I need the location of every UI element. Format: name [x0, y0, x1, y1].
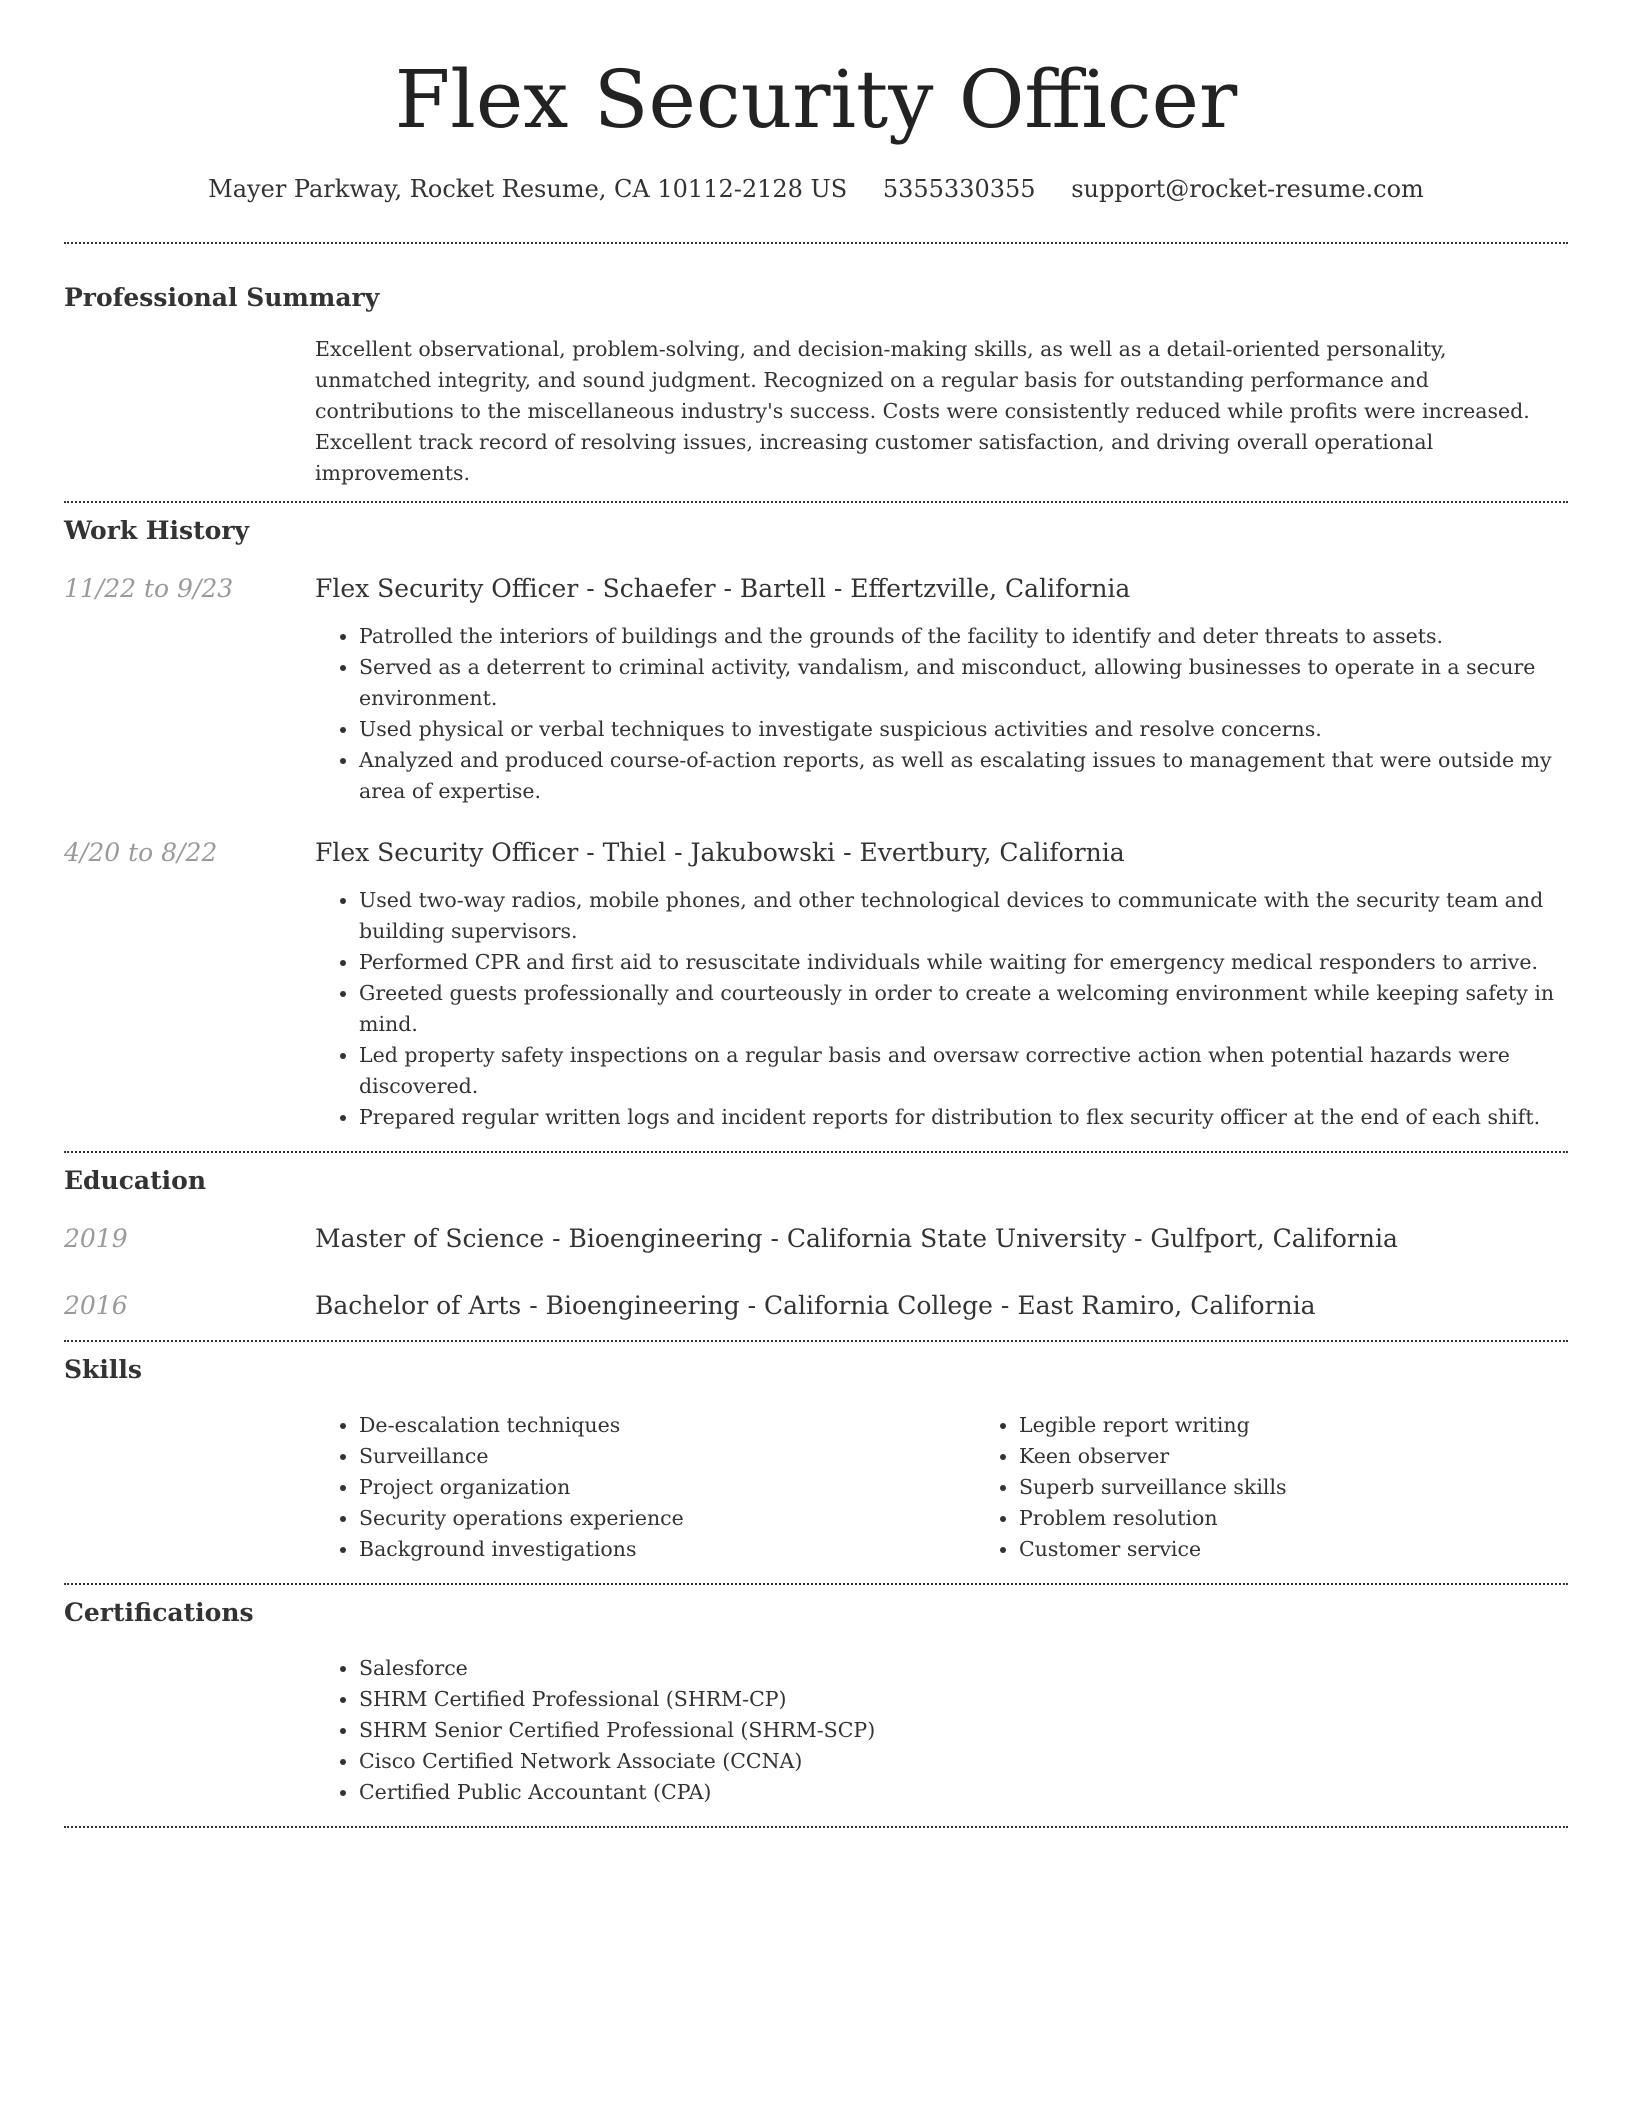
divider	[64, 1340, 1568, 1342]
education-section	[64, 1165, 1568, 1322]
divider	[64, 501, 1568, 503]
candidate-name: Flex Security Officer	[394, 53, 1238, 146]
list-item: • De-escalation techniques	[359, 1410, 975, 1441]
education-entry	[64, 1290, 1568, 1322]
contact-address: Mayer Parkway, Rocket Resume, CA 10112-2128 US	[208, 175, 848, 203]
list-item: • SHRM Senior Certified Professional (SHRM-SCP)	[359, 1715, 1568, 1746]
divider	[64, 1826, 1568, 1828]
education-entry	[64, 1223, 1568, 1255]
list-item: • Analyzed and produced course-of-action reports, as well as escalating issues to management that were outside my area of expertise.	[359, 745, 1568, 807]
certifications-section	[64, 1597, 1568, 1808]
list-item: • Customer service	[1019, 1534, 1632, 1565]
job-entry	[64, 837, 1568, 1133]
divider	[64, 1583, 1568, 1585]
education-year: 2016	[64, 1291, 128, 1320]
job-entry	[64, 573, 1568, 807]
list-item: • Served as a deterrent to criminal activity, vandalism, and misconduct, allowing businesses to operate in a secure environment.	[359, 652, 1568, 714]
list-item: • Led property safety inspections on a regular basis and oversaw corrective action when potential hazards were discovered.	[359, 1040, 1568, 1102]
list-item: • Project organization	[359, 1472, 975, 1503]
list-item: • Legible report writing	[1019, 1410, 1632, 1441]
certifications-list	[315, 1653, 1568, 1808]
list-item: • Prepared regular written logs and incident reports for distribution to flex security officer at the end of each shift.	[359, 1102, 1568, 1133]
education-year: 2019	[64, 1224, 128, 1253]
list-item: • Performed CPR and first aid to resuscitate individuals while waiting for emergency medical responders to arrive.	[359, 947, 1568, 978]
job-bullets	[315, 621, 1568, 807]
section-title-education: Education	[64, 1166, 207, 1195]
education-heading: Master of Science - Bioengineering - California State University - Gulfport, California	[315, 1224, 1398, 1253]
list-item: • Patrolled the interiors of buildings and the grounds of the facility to identify and deter threats to assets.	[359, 621, 1568, 652]
job-dates: 4/20 to 8/22	[64, 838, 218, 867]
education-heading: Bachelor of Arts - Bioengineering - California College - East Ramiro, California	[315, 1291, 1316, 1320]
list-item: • Salesforce	[359, 1653, 1568, 1684]
section-title-work-history: Work History	[64, 516, 250, 545]
list-item: • Superb surveillance skills	[1019, 1472, 1632, 1503]
summary-text: Excellent observational, problem-solving, and decision-making skills, as well as a detail-oriented personality, unmatched integrity, and sound judgment. Recognized on a regular basis for outstanding performance and contributions to the miscellaneous industry's success. Costs were consistently reduced while profits were increased. Excellent track record of resolving issues, increasing customer satisfaction, and driving overall operational improvements.	[315, 337, 1530, 485]
divider	[64, 242, 1568, 244]
summary-left-spacer	[64, 334, 315, 489]
section-title-skills: Skills	[64, 1355, 142, 1384]
skills-left-spacer	[64, 1410, 315, 1565]
contact-email: support@rocket-resume.com	[1071, 175, 1424, 203]
skills-list-left	[315, 1410, 975, 1565]
list-item: • Greeted guests professionally and courteously in order to create a welcoming environment while keeping safety in mind.	[359, 978, 1568, 1040]
list-item: • Cisco Certified Network Associate (CCNA)	[359, 1746, 1568, 1777]
list-item: • Certified Public Accountant (CPA)	[359, 1777, 1568, 1808]
skills-section	[64, 1354, 1568, 1565]
work-history-section	[64, 515, 1568, 1133]
divider	[64, 1151, 1568, 1153]
list-item: • Used two-way radios, mobile phones, and other technological devices to communicate with the security team and building supervisors.	[359, 885, 1568, 947]
list-item: • Background investigations	[359, 1534, 975, 1565]
certifications-left-spacer	[64, 1653, 315, 1808]
list-item: • Surveillance	[359, 1441, 975, 1472]
section-title-summary: Professional Summary	[64, 283, 380, 312]
contact-line	[64, 174, 1568, 204]
list-item: • Keen observer	[1019, 1441, 1632, 1472]
list-item: • Used physical or verbal techniques to investigate suspicious activities and resolve concerns.	[359, 714, 1568, 745]
summary-section	[64, 282, 1568, 489]
job-heading: Flex Security Officer - Schaefer - Bartell - Effertzville, California	[315, 574, 1131, 603]
contact-phone: 5355330355	[882, 175, 1036, 203]
skills-list-right	[975, 1410, 1632, 1565]
job-bullets	[315, 885, 1568, 1133]
section-title-certifications: Certifications	[64, 1598, 254, 1627]
job-heading: Flex Security Officer - Thiel - Jakubowski - Evertbury, California	[315, 838, 1125, 867]
list-item: • Security operations experience	[359, 1503, 975, 1534]
list-item: • Problem resolution	[1019, 1503, 1632, 1534]
list-item: • SHRM Certified Professional (SHRM-CP)	[359, 1684, 1568, 1715]
job-dates: 11/22 to 9/23	[64, 574, 234, 603]
